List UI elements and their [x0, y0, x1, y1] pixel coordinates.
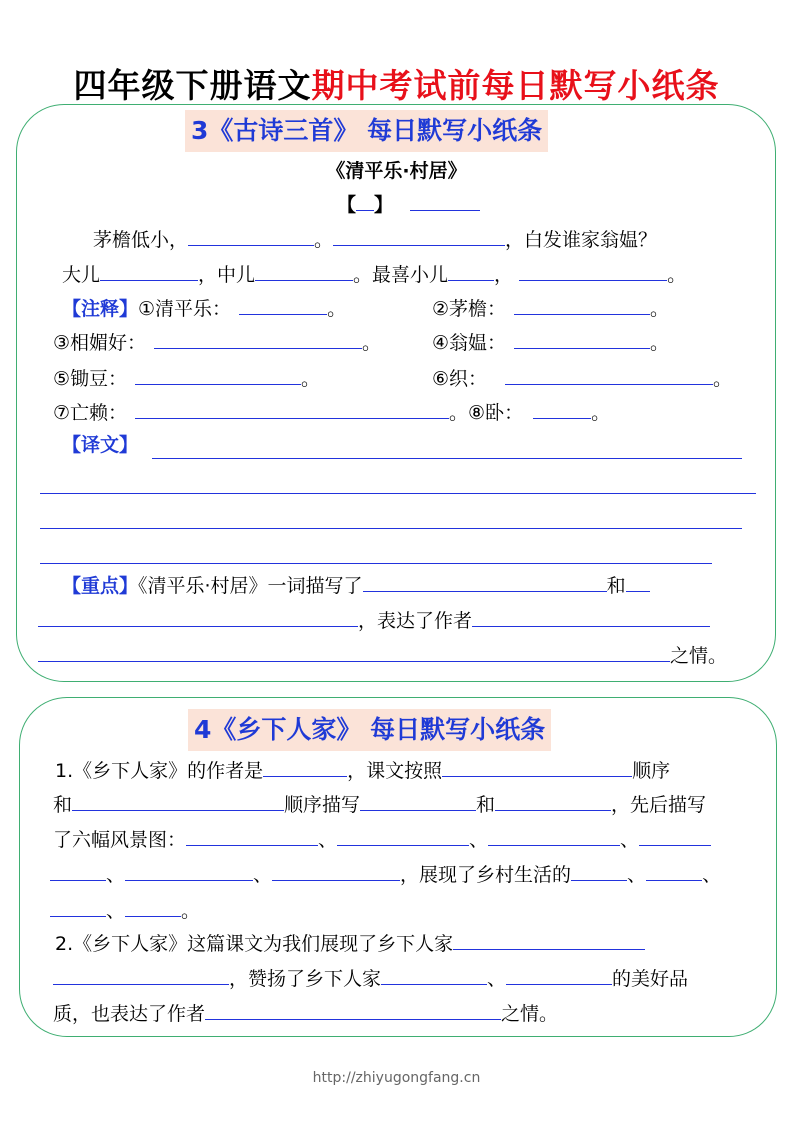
blank[interactable] — [533, 398, 591, 419]
text-seg: 了六幅风景图： — [53, 829, 187, 851]
text-seg: 之情。 — [670, 645, 728, 667]
text-seg: 《清平乐·村居》一词描写了 — [138, 575, 363, 597]
text-seg: 。 — [327, 298, 347, 320]
blank[interactable] — [125, 860, 253, 881]
text-seg: 和 — [53, 794, 73, 816]
notes-row-1b — [432, 294, 669, 322]
poem-title: 《清平乐·村居》 — [326, 160, 467, 182]
blank-author-name[interactable] — [410, 190, 480, 211]
text-seg: 、 — [253, 864, 273, 886]
title-red: 期中考试前每日默写小纸条 — [311, 66, 720, 105]
text-seg: 、 — [106, 900, 126, 922]
blank[interactable] — [381, 964, 487, 985]
translation-line-4[interactable] — [40, 563, 712, 564]
blank[interactable] — [188, 225, 314, 246]
blank[interactable] — [205, 999, 501, 1020]
bracket-close: 】 — [374, 194, 394, 216]
blank[interactable] — [639, 825, 711, 846]
blank[interactable] — [38, 641, 670, 662]
note-label: ②茅檐： — [432, 298, 507, 320]
blank[interactable] — [571, 860, 627, 881]
poem-line-1 — [93, 225, 657, 253]
text-seg: 1.《乡下人家》的作者是 — [55, 760, 264, 782]
footer-url[interactable]: http://zhiyugongfang.cn — [312, 1070, 481, 1086]
notes-label: 【注释】 — [62, 298, 139, 320]
blank[interactable] — [263, 756, 347, 777]
text-seg: 、 — [106, 864, 126, 886]
blank[interactable] — [135, 398, 449, 419]
blank[interactable] — [100, 260, 198, 281]
blank[interactable] — [453, 929, 645, 950]
text-seg: 。 — [591, 402, 611, 424]
note-label: ①清平乐： — [138, 298, 232, 320]
text-seg: ，展现了乡村生活的 — [400, 864, 572, 886]
translation-line-1[interactable] — [152, 458, 742, 459]
text-seg: 质，也表达了作者 — [53, 1003, 206, 1025]
note-label: ⑥织： — [432, 368, 488, 390]
blank[interactable] — [506, 964, 612, 985]
text-seg: ，先后描写 — [611, 794, 707, 816]
text-seg: 。 — [650, 332, 670, 354]
text-seg: 和 — [476, 794, 496, 816]
section-1-header: 3《古诗三首》 每日默写小纸条 — [185, 110, 548, 152]
q1-line-4 — [50, 860, 721, 888]
note-label: 。⑧卧： — [449, 402, 524, 424]
translation-line-3[interactable] — [40, 528, 742, 529]
text-seg: 、 — [469, 829, 489, 851]
text-seg: ，课文按照 — [347, 760, 443, 782]
text-seg: ，赞扬了乡下人家 — [229, 968, 382, 990]
bracket-open: 【 — [337, 194, 357, 216]
text-seg: ，表达了作者 — [358, 610, 473, 632]
text-seg: 茅檐低小， — [93, 229, 189, 251]
key-line-2 — [38, 606, 710, 634]
blank[interactable] — [239, 294, 327, 315]
page-title — [0, 60, 793, 107]
blank[interactable] — [488, 825, 620, 846]
blank[interactable] — [472, 606, 710, 627]
blank[interactable] — [333, 225, 505, 246]
q1-line-2 — [53, 790, 706, 818]
blank[interactable] — [255, 260, 353, 281]
author-line — [337, 190, 480, 218]
text-seg: 、 — [318, 829, 338, 851]
note-label: ⑤锄豆： — [53, 368, 128, 390]
blank[interactable] — [626, 571, 650, 592]
blank[interactable] — [72, 790, 284, 811]
notes-row-4 — [53, 398, 610, 426]
section-2-header: 4《乡下人家》 每日默写小纸条 — [188, 709, 551, 751]
text-seg: 。最喜小儿 — [353, 264, 449, 286]
text-seg: 2.《乡下人家》这篇课文为我们展现了乡下人家 — [55, 933, 454, 955]
q2-line-2 — [53, 964, 688, 992]
text-seg: 。 — [650, 298, 670, 320]
text-seg: 的美好品 — [612, 968, 689, 990]
q1-line-5 — [50, 896, 200, 924]
text-seg: 。 — [181, 900, 201, 922]
blank[interactable] — [514, 294, 650, 315]
text-seg: 、 — [620, 829, 640, 851]
key-line-3 — [38, 641, 727, 669]
blank[interactable] — [495, 790, 611, 811]
blank[interactable] — [186, 825, 318, 846]
blank[interactable] — [505, 364, 713, 385]
text-seg: 顺序描写 — [284, 794, 361, 816]
q1-line-1 — [55, 756, 670, 784]
text-seg: 之情。 — [501, 1003, 559, 1025]
blank[interactable] — [135, 364, 301, 385]
blank[interactable] — [272, 860, 400, 881]
blank[interactable] — [442, 756, 632, 777]
blank[interactable] — [50, 896, 106, 917]
notes-row-2b — [432, 328, 669, 356]
text-seg: 。 — [362, 332, 382, 354]
text-seg: 、 — [702, 864, 722, 886]
notes-row-3b — [432, 364, 732, 392]
text-seg: 和 — [606, 575, 626, 597]
key-line-1 — [62, 571, 650, 599]
blank-author-dynasty[interactable] — [356, 190, 374, 211]
text-seg: 、 — [627, 864, 647, 886]
blank[interactable] — [38, 606, 358, 627]
blank[interactable] — [519, 260, 667, 281]
text-seg: 大儿 — [62, 264, 101, 286]
notes-row-1a — [62, 294, 346, 322]
blank[interactable] — [448, 260, 494, 281]
blank[interactable] — [53, 964, 229, 985]
note-label: ③相媚好： — [53, 332, 147, 354]
text-seg: 、 — [487, 968, 507, 990]
text-seg: 顺序 — [632, 760, 671, 782]
blank[interactable] — [50, 860, 106, 881]
note-label: ⑦亡赖： — [53, 402, 128, 424]
notes-row-2a — [53, 328, 381, 356]
text-seg: 。 — [301, 368, 321, 390]
poem-line-2 — [62, 260, 686, 288]
q2-line-1 — [55, 929, 645, 957]
note-label: ④翁媪： — [432, 332, 507, 354]
text-seg: ，白发谁家翁媪？ — [505, 229, 658, 251]
translation-line-2[interactable] — [40, 493, 756, 494]
text-seg: ， — [494, 264, 514, 286]
blank[interactable] — [646, 860, 702, 881]
blank[interactable] — [360, 790, 476, 811]
text-seg: 。 — [314, 229, 334, 251]
text-seg: ，中儿 — [198, 264, 256, 286]
q2-line-3 — [53, 999, 558, 1027]
text-seg: 。 — [713, 368, 733, 390]
key-label: 【重点】 — [62, 575, 139, 597]
blank[interactable] — [514, 328, 650, 349]
notes-row-3a — [53, 364, 320, 392]
text-seg: 。 — [667, 264, 687, 286]
title-black: 四年级下册语文 — [73, 66, 312, 105]
q1-line-3 — [53, 825, 711, 853]
translation-label: 【译文】 — [62, 434, 139, 456]
blank[interactable] — [154, 328, 362, 349]
blank[interactable] — [363, 571, 607, 592]
blank[interactable] — [337, 825, 469, 846]
blank[interactable] — [125, 896, 181, 917]
